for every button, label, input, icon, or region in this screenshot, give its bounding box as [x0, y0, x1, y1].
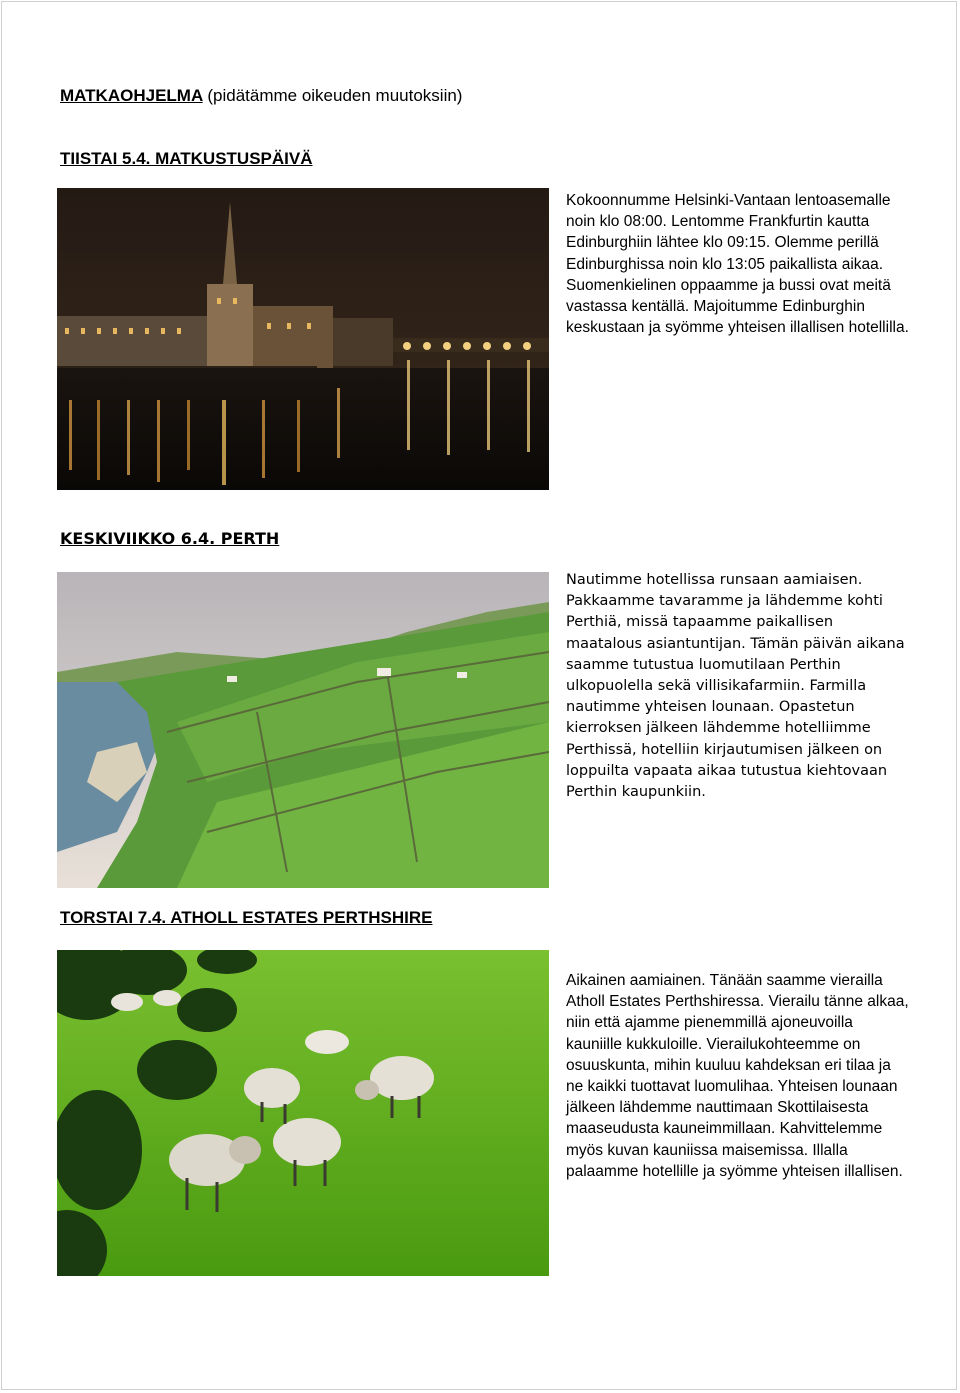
itinerary-note: (pidätämme oikeuden muutoksiin) [207, 86, 463, 105]
city-night-photo [57, 188, 549, 490]
day-heading-thursday: TORSTAI 7.4. ATHOLL ESTATES PERTHSHIRE [60, 908, 433, 927]
day-text-tuesday: Kokoonnumme Helsinki-Vantaan lentoasemalle noin klo 08:00. Lentomme Frankfurtin kautta Edinburghiin lähtee klo 09:15. Olemme perillä Edinburghissa noin klo 13:05 paikallista aikaa. Suomenkielinen oppaamme ja bussi ovat meitä vastassa kentällä. Majoitumme Edinburghin keskustaan ja syömme yhteisen illallisen hotellilla. [566, 192, 909, 337]
page-title [60, 86, 462, 106]
day-heading-wednesday: KESKIVIIKKO 6.4. PERTH [60, 529, 280, 548]
itinerary-title: MATKAOHJELMA [60, 86, 203, 105]
day-text-wednesday: Nautimme hotellissa runsaan aamiaisen. Pakkaamme tavaramme ja lähdemme kohti Perthiä, missä tapaamme paikallisen maatalous asiantuntijan. Tämän päivän aikana saamme tutustua luomutilaan Perthin ulkopuolella sekä villisikafarmiin. Farmilla nautimme yhteisen lounaan. Opastetun kierroksen jälkeen lähdemme hotelliimme Perthissä, hotelliin kirjautumisen jälkeen on loppuilta vapaata aikaa tutustua kiehtovaan Perthin kaupunkiin. [566, 572, 905, 801]
sheep-pasture-photo [57, 950, 549, 1276]
coastal-fields-photo [57, 572, 549, 888]
day-text-thursday: Aikainen aamiainen. Tänään saamme vierailla Atholl Estates Perthshiressa. Vierailu tänne alkaa, niin että ajamme pienemmillä ajoneuvoilla kauniille kukkuloille. Vierailukohteemme on osuuskunta, mihin kuuluu kahdeksan eri tilaa ja ne kaikki tuottavat luomulihaa. Yhteisen lounaan jälkeen lähdemme nauttimaan Skottilaisesta maaseudusta kauneimmillaan. Kahvittelemme myös kuvan kauniissa maisemissa. Illalla palaamme hotellille ja syömme yhteisen illallisen. [566, 972, 909, 1180]
day-heading-tuesday: TIISTAI 5.4. MATKUSTUSPÄIVÄ [60, 149, 313, 168]
